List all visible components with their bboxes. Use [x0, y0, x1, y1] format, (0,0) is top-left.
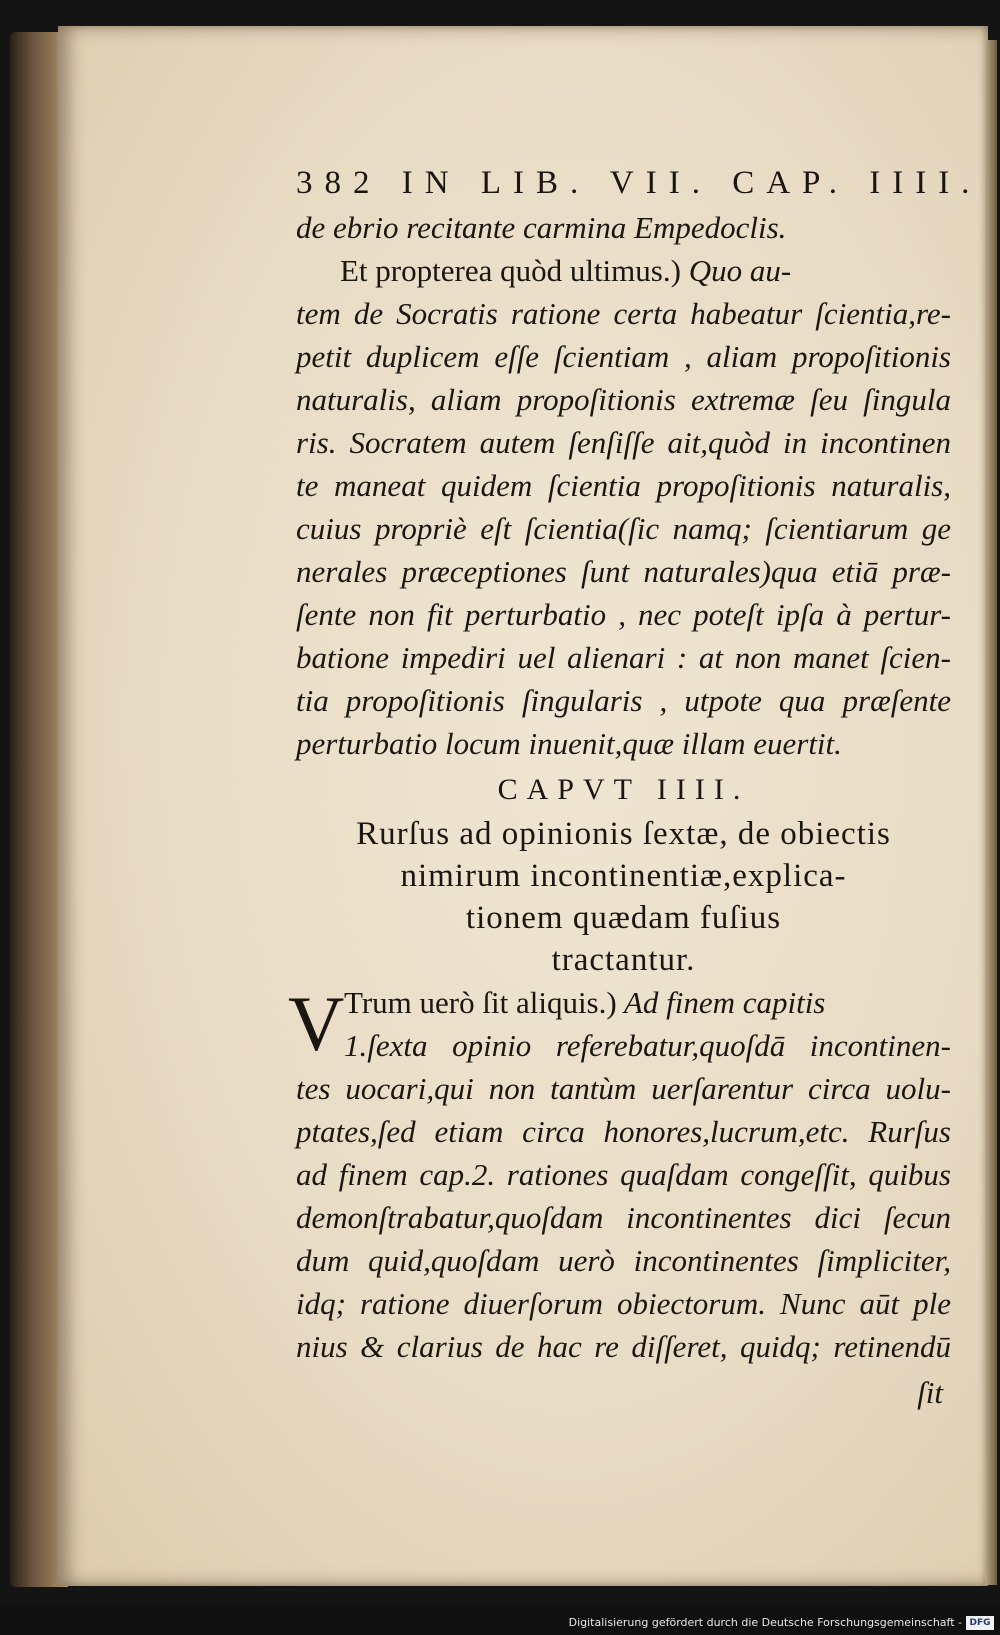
page-right-edge	[985, 40, 997, 1585]
paragraph-1-line: petit duplicem eſſe ſcientiam , aliam propoſitionis	[296, 339, 951, 374]
catchword: ſit	[917, 1375, 943, 1410]
paragraph-2-line: idq; ratione diuerſorum obiectorum. Nunc aūt ple	[296, 1286, 951, 1321]
footer-bar	[0, 1607, 1000, 1635]
paragraph-2-lemma: Trum uerò ſit aliquis.)	[344, 985, 617, 1020]
continuation-line: de ebrio recitante carmina Empedoclis.	[296, 210, 787, 245]
paragraph-2-line: Ad finem capitis	[623, 985, 826, 1020]
paragraph-1-first-line	[296, 249, 951, 292]
chapter-label: CAPVT IIII.	[497, 773, 750, 806]
paragraph-2-line: tes uocari,qui non tantùm uerſarentur circa uolu-	[296, 1071, 951, 1106]
chapter-title-line: tionem quædam fuſius	[465, 900, 782, 936]
paragraph-1-line: cuius propriè eſt ſcientia(ſic namq; ſcientiarum ge	[296, 511, 951, 546]
paragraph-2-line: ptates,ſed etiam circa honores,lucrum,etc. Rurſus	[296, 1114, 951, 1149]
dfg-logo: DFG	[966, 1616, 994, 1630]
paragraph-2-line: 1.ſexta opinio referebatur,quoſdā incontinen-	[344, 1028, 951, 1063]
paragraph-1-line: tem de Socratis ratione certa habeatur ſcientia,re-	[296, 296, 951, 331]
drop-cap: V	[288, 980, 345, 1067]
paragraph-1-lemma: Et propterea quòd ultimus.)	[340, 253, 681, 288]
paragraph-1-line: te maneat quidem ſcientia propoſitionis naturalis,	[296, 468, 951, 503]
chapter-title-line: nimirum incontinentiæ,explica-	[400, 858, 847, 894]
paragraph-1-line: Quo au-	[688, 253, 792, 288]
paragraph-1-line: naturalis, aliam propoſitionis extremæ ſeu ſingula	[296, 382, 951, 417]
footer-credit: Digitalisierung gefördert durch die Deutsche Forschungsgemeinschaft -	[568, 1616, 962, 1629]
paragraph-2	[288, 980, 951, 1368]
paragraph-2-line: ad finem cap.2. rationes quaſdam congeſſit, quibus	[296, 1157, 951, 1192]
chapter-title-line: Rurſus ad opinionis ſextæ, de obiectis	[356, 816, 891, 852]
running-head: 382 IN LIB. VII. CAP. IIII.	[296, 165, 982, 201]
paragraph-2-first-line	[296, 981, 951, 1024]
paragraph-1-line: ſente non fit perturbatio , nec poteſt ipſa à pertur-	[296, 597, 951, 632]
chapter-title-line: tractantur.	[551, 942, 696, 978]
paragraph-1-line: tia propoſitionis ſingularis , utpote qua præſente	[296, 683, 951, 718]
paragraph-2-line: nius & clarius de hac re diſſeret, quidq; retinendū	[296, 1329, 951, 1364]
paragraph-2-line: demonſtrabatur,quoſdam incontinentes dici ſecun	[296, 1200, 951, 1235]
paragraph-1-line: nerales præceptiones ſunt naturales)qua etiā præ-	[296, 554, 951, 589]
paragraph-2-line: dum quid,quoſdam uerò incontinentes ſimpliciter,	[296, 1243, 951, 1278]
paragraph-1-line: ris. Socratem autem ſenſiſſe ait,quòd in incontinen	[296, 425, 951, 460]
paragraph-1-line: batione impediri uel alienari : at non manet ſcien-	[296, 640, 951, 675]
chapter-title	[296, 813, 951, 981]
page-text	[288, 160, 982, 1418]
paragraph-1-line: perturbatio locum inuenit,quæ illam euertit.	[296, 726, 842, 761]
